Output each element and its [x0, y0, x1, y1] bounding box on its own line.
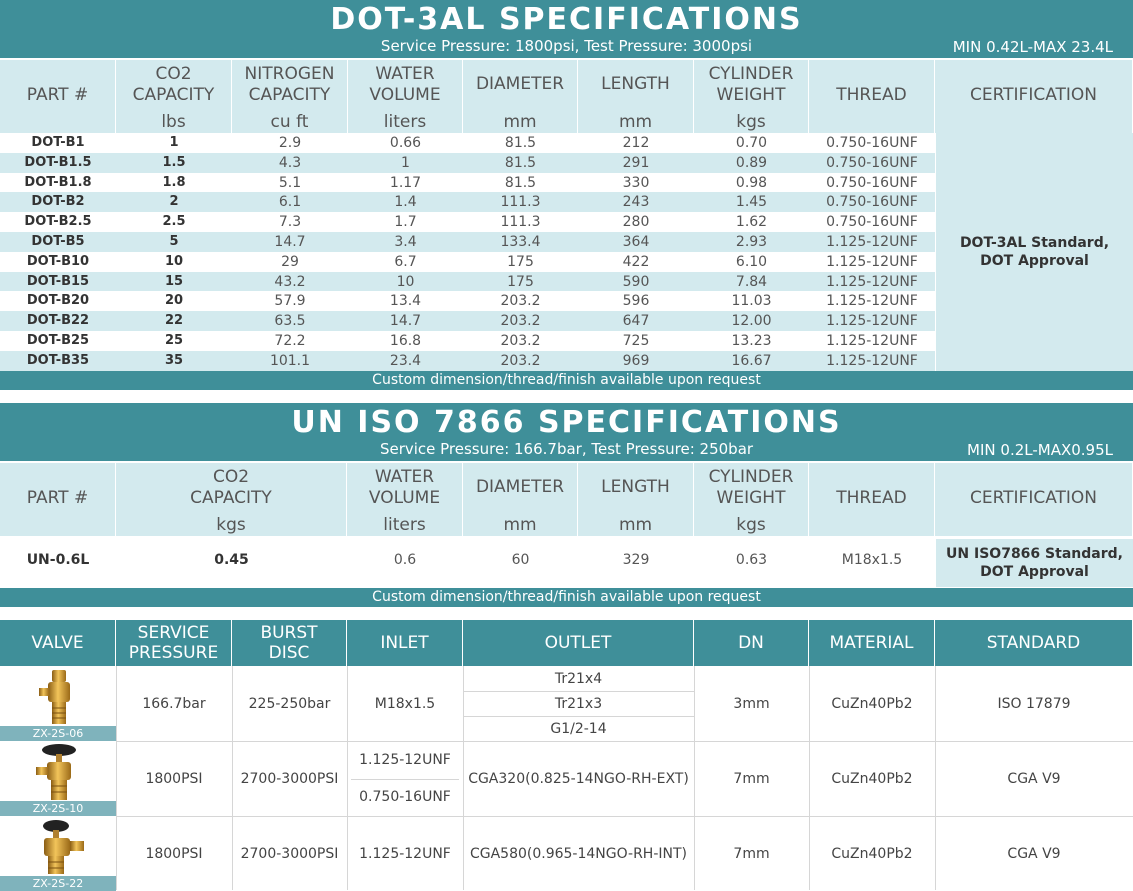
iso-header-cell: [809, 463, 935, 536]
table-cell: 0.98: [735, 174, 768, 191]
header-label: OUTLET: [544, 633, 612, 653]
burst-disc: 225-250bar: [248, 695, 331, 712]
table-cell: 7.84: [735, 273, 768, 290]
table-cell: 1.62: [735, 214, 768, 231]
table-cell: 101.1: [269, 352, 311, 369]
table-cell: 13.4: [389, 293, 422, 310]
table-row: [0, 133, 935, 153]
valve-header-cell: [694, 620, 809, 666]
part-number: DOT-B20: [26, 293, 90, 309]
standard: CGA V9: [1007, 770, 1061, 787]
table-cell: 0.70: [735, 135, 768, 151]
header-label: THREAD: [836, 488, 907, 508]
table-cell: 1.5: [162, 154, 186, 170]
table-cell: 175: [507, 273, 534, 290]
grid-line: [935, 666, 936, 890]
service-pressure: 1800PSI: [145, 845, 203, 862]
iso-note: Custom dimension/thread/finish available upon request: [0, 588, 1133, 607]
header-label: VALVE: [31, 633, 84, 653]
table-cell: 0.750-16UNF: [826, 174, 918, 191]
table-cell: 2.9: [278, 135, 302, 151]
table-row: [0, 291, 935, 311]
valve-header-row: [0, 620, 1133, 666]
material: CuZn40Pb2: [831, 770, 913, 787]
header-label: MATERIAL: [829, 633, 914, 653]
outlet: Tr21x3: [554, 695, 603, 712]
table-cell: 0.63: [735, 552, 768, 568]
iso-header-cell: [578, 463, 694, 536]
table-cell: 133.4: [500, 234, 541, 250]
part-number: DOT-B2.5: [24, 214, 92, 230]
table-cell: 1.125-12UNF: [826, 234, 918, 250]
table-cell: 1.45: [735, 194, 768, 211]
table-cell: 175: [507, 253, 534, 270]
valve-header-cell: [935, 620, 1133, 666]
table-cell: 5: [169, 234, 179, 249]
table-cell: 14.7: [389, 313, 422, 330]
standard: ISO 17879: [997, 695, 1071, 712]
header-label: CO2 CAPACITY: [132, 64, 215, 105]
table-cell: 81.5: [504, 135, 537, 151]
grid-line: [232, 666, 233, 890]
table-row: [0, 153, 935, 173]
table-cell: 43.2: [274, 273, 306, 290]
table-cell: 1.17: [389, 174, 422, 191]
grid-line: [694, 666, 695, 890]
table-cell: 1.8: [162, 174, 186, 190]
table-row: [0, 351, 935, 371]
iso-title: UN ISO 7866 SPECIFICATIONS: [291, 405, 842, 440]
table-row: [0, 232, 935, 252]
table-cell: 1.125-12UNF: [826, 313, 918, 330]
table-cell: 2: [169, 194, 179, 210]
table-cell: 1.4: [394, 194, 417, 211]
part-number: DOT-B22: [26, 313, 90, 329]
dot-header-cell: [232, 60, 348, 133]
grid-line: [463, 666, 464, 890]
table-cell: 81.5: [504, 154, 537, 171]
table-cell: 16.67: [731, 352, 772, 369]
table-cell: 1.125-12UNF: [826, 253, 918, 270]
table-cell: 4.3: [278, 154, 302, 171]
outlet: CGA320(0.825-14NGO-RH-EXT): [468, 770, 689, 787]
table-cell: 203.2: [500, 333, 541, 349]
dot-range: MIN 0.42L-MAX 23.4L: [952, 38, 1113, 56]
table-row: [0, 331, 935, 351]
valve-header-cell: [116, 620, 232, 666]
table-cell: 329: [622, 552, 650, 568]
dot-banner: [0, 0, 1133, 58]
table-cell: 1.7: [394, 214, 417, 231]
header-label: DIAMETER: [475, 477, 565, 497]
table-cell: 57.9: [274, 293, 306, 310]
header-unit: cu ft: [270, 112, 309, 132]
dot-header-cell: [809, 60, 935, 133]
valve-zx-2s-06-icon: [36, 668, 82, 728]
valve-header-cell: [463, 620, 694, 666]
table-cell: 2.5: [162, 214, 186, 230]
header-label: NITROGEN CAPACITY: [244, 64, 335, 105]
table-row: [0, 311, 935, 331]
part-number: UN-0.6L: [26, 552, 90, 568]
grid-line: [463, 691, 694, 692]
table-cell: 20: [164, 293, 184, 309]
dn: 7mm: [733, 770, 770, 787]
table-cell: 6.1: [278, 194, 302, 211]
dot-header-cell: [348, 60, 463, 133]
table-cell: 22: [164, 313, 184, 329]
header-unit: mm: [618, 112, 653, 132]
table-cell: 0.45: [214, 552, 249, 568]
table-cell: 35: [164, 352, 184, 368]
valve-header-cell: [232, 620, 347, 666]
table-cell: 0.89: [735, 154, 768, 171]
dot-certification-text: DOT-3AL Standard, DOT Approval: [959, 235, 1110, 269]
table-cell: 203.2: [500, 293, 541, 310]
iso-header-row: [0, 463, 1133, 536]
table-cell: 596: [622, 293, 650, 310]
table-cell: 1.125-12UNF: [826, 352, 918, 369]
header-label: DIAMETER: [475, 74, 565, 94]
grid-line: [116, 741, 1133, 742]
table-cell: 29: [281, 253, 299, 270]
iso-header-cell: [347, 463, 463, 536]
dot-header-cell: [463, 60, 578, 133]
header-label: BURST DISC: [260, 623, 318, 663]
outlet: G1/2-14: [550, 720, 607, 737]
header-label: WATER VOLUME: [368, 467, 441, 508]
part-number: DOT-B5: [31, 234, 85, 249]
iso-subtitle: Service Pressure: 166.7bar, Test Pressure: 250bar: [379, 440, 754, 458]
table-cell: 111.3: [500, 194, 541, 211]
table-cell: 1.125-12UNF: [826, 333, 918, 349]
table-cell: 60: [511, 552, 530, 568]
table-cell: 6.7: [394, 253, 417, 270]
table-cell: 12.00: [731, 313, 772, 330]
table-cell: 16.8: [389, 333, 422, 349]
header-unit: mm: [503, 112, 537, 132]
table-row: [0, 252, 935, 272]
table-cell: 10: [164, 253, 184, 269]
material: CuZn40Pb2: [831, 845, 913, 862]
valve-code: ZX-2S-22: [0, 876, 116, 891]
table-cell: 243: [622, 194, 650, 211]
table-cell: M18x1.5: [841, 552, 903, 568]
table-row: [0, 272, 935, 292]
grid-line: [351, 779, 459, 780]
dot-header-cell: [935, 60, 1133, 133]
header-unit: kgs: [216, 515, 246, 535]
valve-code: ZX-2S-10: [0, 801, 116, 816]
table-cell: 0.750-16UNF: [826, 135, 918, 151]
part-number: DOT-B1.8: [24, 174, 92, 190]
iso-range: MIN 0.2L-MAX0.95L: [967, 441, 1113, 459]
table-cell: 1.125-12UNF: [826, 273, 918, 290]
header-unit: kgs: [736, 515, 766, 535]
outlet: Tr21x4: [554, 670, 603, 687]
header-label: DN: [738, 633, 764, 653]
part-number: DOT-B2: [31, 194, 85, 210]
dot-note: Custom dimension/thread/finish available upon request: [0, 371, 1133, 390]
header-label: WATER VOLUME: [369, 64, 441, 105]
header-label: PART #: [26, 85, 89, 105]
iso-header-cell: [463, 463, 578, 536]
table-cell: 280: [622, 214, 650, 231]
table-cell: 3.4: [394, 234, 417, 250]
header-unit: kgs: [736, 112, 766, 132]
dot-title: DOT-3AL SPECIFICATIONS: [330, 2, 803, 37]
grid-line: [116, 666, 117, 890]
table-cell: 0.6: [393, 552, 417, 568]
table-cell: 0.750-16UNF: [826, 214, 918, 231]
table-cell: 330: [622, 174, 650, 191]
header-label: PART #: [26, 488, 89, 508]
service-pressure: 1800PSI: [145, 770, 203, 787]
table-cell: 11.03: [731, 293, 772, 310]
table-cell: 23.4: [389, 352, 422, 369]
valve-header-cell: [0, 620, 116, 666]
inlet: 1.125-12UNF: [359, 845, 451, 862]
dot-header-row: [0, 60, 1133, 133]
table-cell: 1: [401, 154, 410, 171]
inlet: 0.750-16UNF: [359, 789, 451, 806]
table-cell: 14.7: [274, 234, 306, 250]
grid-line: [463, 716, 694, 717]
table-cell: 6.10: [735, 253, 768, 270]
valve-table-body: [0, 666, 1133, 890]
part-number: DOT-B35: [26, 352, 90, 368]
valve-zx-2s-10-icon: [34, 742, 84, 802]
valve-header-cell: [809, 620, 935, 666]
inlet: M18x1.5: [374, 695, 436, 712]
dot-subtitle: Service Pressure: 1800psi, Test Pressure: 3000psi: [380, 37, 753, 55]
table-cell: 7.3: [278, 214, 302, 231]
table-cell: 203.2: [500, 313, 541, 330]
table-cell: 725: [622, 333, 650, 349]
header-label: CERTIFICATION: [969, 85, 1098, 105]
dot-header-cell: [0, 60, 116, 133]
standard: CGA V9: [1007, 845, 1061, 862]
header-label: LENGTH: [601, 477, 670, 497]
valve-code: ZX-2S-06: [0, 726, 116, 741]
table-cell: 5.1: [278, 174, 302, 191]
table-cell: 364: [622, 234, 650, 250]
header-label: LENGTH: [601, 74, 670, 94]
table-cell: 0.750-16UNF: [826, 194, 918, 211]
part-number: DOT-B10: [26, 253, 90, 269]
grid-line: [116, 816, 1133, 817]
dn: 3mm: [733, 695, 770, 712]
header-label: SERVICE PRESSURE: [128, 623, 219, 663]
dot-header-cell: [116, 60, 232, 133]
service-pressure: 166.7bar: [142, 695, 206, 712]
valve-header-cell: [347, 620, 463, 666]
iso-certification-text: UN ISO7866 Standard, DOT Approval: [946, 546, 1123, 580]
table-cell: 422: [622, 253, 650, 270]
iso-header-cell: [0, 463, 116, 536]
header-label: CO2 CAPACITY: [190, 467, 272, 508]
table-cell: 81.5: [504, 174, 537, 191]
table-cell: 13.23: [731, 333, 772, 349]
table-cell: 0.750-16UNF: [826, 154, 918, 171]
table-cell: 63.5: [274, 313, 306, 330]
table-row: [0, 192, 935, 212]
inlet: 1.125-12UNF: [359, 751, 451, 768]
table-cell: 1: [169, 135, 179, 150]
iso-certification: [936, 539, 1133, 587]
table-cell: 25: [164, 333, 184, 348]
burst-disc: 2700-3000PSI: [240, 845, 339, 862]
header-unit: liters: [383, 515, 426, 535]
header-unit: mm: [618, 515, 653, 535]
table-cell: 111.3: [500, 214, 541, 231]
outlet: CGA580(0.965-14NGO-RH-INT): [469, 845, 688, 862]
table-cell: 72.2: [274, 333, 306, 349]
table-cell: 10: [396, 273, 415, 290]
header-label: THREAD: [836, 85, 907, 105]
table-cell: 590: [622, 273, 650, 290]
iso-banner: [0, 403, 1133, 461]
grid-line: [809, 666, 810, 890]
dot-certification: [936, 133, 1133, 371]
dn: 7mm: [733, 845, 770, 862]
header-label: STANDARD: [986, 633, 1081, 653]
iso-header-cell: [935, 463, 1133, 536]
part-number: DOT-B1: [31, 135, 85, 150]
header-unit: liters: [383, 112, 427, 132]
table-cell: 203.2: [500, 352, 541, 369]
table-row: [0, 173, 935, 193]
table-cell: 15: [164, 273, 184, 289]
iso-header-cell: [694, 463, 809, 536]
header-label: CYLINDER WEIGHT: [708, 64, 794, 105]
grid-line: [347, 666, 348, 890]
header-unit: lbs: [161, 112, 186, 132]
table-cell: 969: [622, 352, 650, 369]
table-cell: 0.66: [389, 135, 422, 151]
table-cell: 1.125-12UNF: [826, 293, 918, 310]
header-label: CYLINDER WEIGHT: [708, 467, 794, 508]
header-unit: mm: [503, 515, 537, 535]
part-number: DOT-B1.5: [24, 154, 92, 170]
table-cell: 2.93: [735, 234, 768, 250]
table-cell: 291: [622, 154, 650, 171]
burst-disc: 2700-3000PSI: [240, 770, 339, 787]
part-number: DOT-B15: [26, 273, 90, 289]
dot-header-cell: [694, 60, 809, 133]
material: CuZn40Pb2: [831, 695, 913, 712]
table-cell: 212: [622, 135, 650, 151]
valve-zx-2s-22-icon: [32, 818, 86, 878]
table-cell: 647: [622, 313, 650, 330]
header-label: CERTIFICATION: [969, 488, 1098, 508]
iso-header-cell: [116, 463, 347, 536]
header-label: INLET: [380, 633, 429, 653]
table-row: [0, 212, 935, 232]
part-number: DOT-B25: [26, 333, 90, 348]
dot-header-cell: [578, 60, 694, 133]
